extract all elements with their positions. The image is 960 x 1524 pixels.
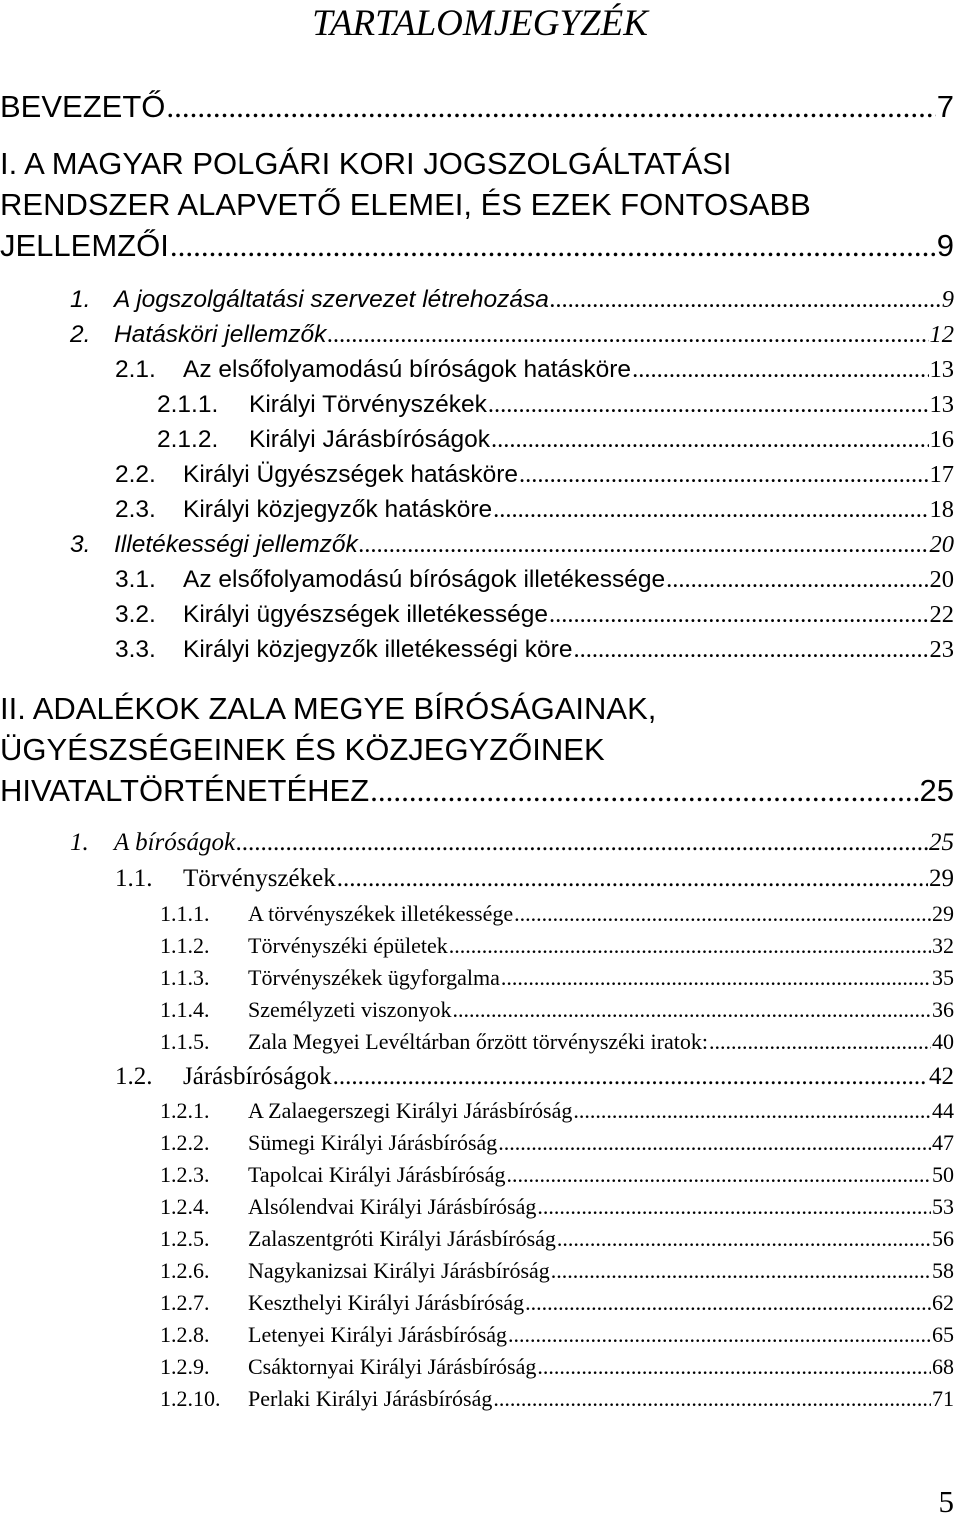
toc-entry-title-line: I. A MAGYAR POLGÁRI KORI JOGSZOLGÁLTATÁSI	[0, 146, 732, 181]
dot-leader	[573, 632, 928, 667]
toc-entry-number: 1.2.1.	[160, 1098, 210, 1123]
toc-entry-title: Járásbíróságok	[183, 1063, 332, 1090]
toc-entry-title: Keszthelyi Királyi Járásbíróság	[248, 1290, 525, 1315]
toc-entry-number: 1.	[70, 286, 91, 313]
toc-page-number: 68	[932, 1354, 954, 1379]
toc-page-number: 36	[932, 997, 954, 1022]
toc-entry[interactable]	[70, 826, 954, 860]
toc-entry-number: 1.2.3.	[160, 1162, 210, 1187]
dot-leader	[525, 1286, 931, 1319]
toc-entry[interactable]	[115, 862, 954, 896]
toc-page-number: 44	[932, 1098, 954, 1123]
toc-entry[interactable]	[115, 457, 954, 492]
toc-entry-title: BEVEZETŐ	[0, 89, 166, 124]
dot-leader	[709, 1025, 931, 1058]
toc-entry-title: Királyi Törvényszékek	[249, 391, 487, 418]
dot-leader	[550, 282, 941, 317]
toc-page-number: 17	[929, 461, 954, 488]
toc-page-number: 13	[929, 356, 954, 383]
toc-entry[interactable]	[157, 422, 954, 457]
dot-leader	[514, 897, 931, 930]
toc-entry-number: 2.1.	[115, 356, 156, 383]
toc-page-number: 25	[919, 773, 954, 808]
toc-entry[interactable]	[70, 317, 954, 352]
toc-entry-number: 1.2.6.	[160, 1258, 210, 1283]
toc-entry[interactable]	[160, 1350, 954, 1383]
toc-entry-title: Sümegi Királyi Járásbíróság	[248, 1130, 498, 1155]
toc-entry-title: A jogszolgáltatási szervezet létrehozása	[114, 286, 549, 313]
toc-entry-title: Királyi közjegyzők hatásköre	[183, 496, 493, 523]
toc-page-number: 71	[932, 1386, 954, 1411]
toc-page-number: 50	[932, 1162, 954, 1187]
toc-entry[interactable]	[115, 597, 954, 632]
toc-page-number: 56	[932, 1226, 954, 1251]
toc-entry-number: 3.3.	[115, 636, 156, 663]
page-number: 5	[938, 1484, 954, 1519]
toc-page-number: 29	[932, 901, 954, 926]
dot-leader	[236, 826, 928, 860]
toc-entry[interactable]	[160, 1094, 954, 1127]
toc-entry[interactable]	[160, 897, 954, 930]
toc-entry-number: 1.2.5.	[160, 1226, 210, 1251]
toc-entry-number: 2.1.2.	[157, 426, 219, 453]
toc-entry[interactable]	[160, 1254, 954, 1287]
dot-leader	[491, 422, 928, 457]
toc-page-number: 29	[929, 865, 954, 892]
dot-leader	[537, 1190, 931, 1223]
toc-entry-number: 1.2.7.	[160, 1290, 210, 1315]
toc-entry-number: 1.1.1.	[160, 901, 210, 926]
toc-page-number: 22	[929, 601, 954, 628]
toc-page-number: 9	[941, 286, 954, 313]
toc-entry-title: Királyi Ügyészségek hatásköre	[183, 461, 518, 488]
toc-entry-number: 1.	[70, 829, 89, 856]
toc-entry-number: 1.2.2.	[160, 1130, 210, 1155]
toc-entry-title: Alsólendvai Királyi Járásbíróság	[248, 1194, 537, 1219]
dot-leader	[359, 527, 929, 562]
toc-entry-title: Csáktornyai Királyi Járásbíróság	[248, 1354, 537, 1379]
dot-leader	[506, 1158, 931, 1191]
toc-entry-number: 1.2.9.	[160, 1354, 210, 1379]
dot-leader	[537, 1350, 931, 1383]
dot-leader	[449, 929, 931, 962]
toc-entry-number: 2.	[70, 321, 91, 348]
toc-entry-title: Letenyei Királyi Járásbíróság	[248, 1322, 508, 1347]
dot-leader	[170, 225, 936, 266]
toc-entry[interactable]	[160, 1158, 954, 1191]
toc-entry[interactable]	[115, 492, 954, 527]
toc-entry[interactable]	[160, 1222, 954, 1255]
dot-leader	[508, 1318, 931, 1351]
dot-leader	[452, 993, 931, 1026]
toc-entry-title-line: ÜGYÉSZSÉGEINEK ÉS KÖZJEGYZŐINEK	[0, 732, 605, 767]
dot-leader	[333, 1060, 928, 1094]
dot-leader	[166, 86, 935, 127]
toc-entry[interactable]	[115, 632, 954, 667]
toc-page-number: 58	[932, 1258, 954, 1283]
toc-entry[interactable]	[160, 993, 954, 1026]
dot-leader	[632, 352, 928, 387]
toc-entry-title: Az elsőfolyamodású bíróságok hatásköre	[183, 356, 632, 383]
toc-entry-number: 1.2.10.	[160, 1386, 221, 1411]
toc-entry-number: 1.1.5.	[160, 1029, 210, 1054]
toc-entry-title: Törvényszéki épületek	[248, 933, 448, 958]
toc-entry-title: Királyi közjegyzők illetékességi köre	[183, 636, 573, 663]
toc-entry[interactable]	[160, 1286, 954, 1319]
toc-entry-title: Hatásköri jellemzők	[114, 321, 327, 348]
toc-page-number: 62	[932, 1290, 954, 1315]
toc-entry-number: 1.1.3.	[160, 965, 210, 990]
toc-entry-title: Illetékességi jellemzők	[114, 531, 358, 558]
toc-entry[interactable]	[115, 352, 954, 387]
toc-entry[interactable]	[70, 282, 954, 317]
toc-entry-bevezeto[interactable]	[0, 86, 954, 127]
toc-entry[interactable]	[160, 1025, 954, 1058]
toc-entry-title: Perlaki Királyi Járásbíróság	[248, 1386, 493, 1411]
toc-page-number: 25	[929, 829, 954, 856]
toc-entry-title-line: HIVATALTÖRTÉNETÉHEZ	[0, 773, 370, 808]
toc-page-number: 16	[929, 426, 954, 453]
toc-entry-title: A törvényszékek illetékessége	[248, 901, 514, 926]
toc-entry-title: Királyi Járásbíróságok	[249, 426, 491, 453]
toc-page-number: 20	[929, 566, 954, 593]
toc-page-number: 42	[929, 1063, 954, 1090]
dot-leader	[488, 387, 929, 422]
toc-page-number: 35	[932, 965, 954, 990]
dot-leader	[519, 457, 929, 492]
toc-page-number: 7	[936, 89, 954, 124]
dot-leader	[498, 1126, 931, 1159]
toc-entry-title: A Zalaegerszegi Királyi Járásbíróság	[248, 1098, 573, 1123]
toc-page-number: 12	[929, 321, 954, 348]
page-title: TARTALOMJEGYZÉK	[312, 3, 648, 44]
toc-entry-number: 2.2.	[115, 461, 156, 488]
dot-leader	[549, 597, 929, 632]
toc-entry-number: 1.2.	[115, 1063, 153, 1090]
toc-page-number: 20	[929, 531, 954, 558]
toc-entry[interactable]	[160, 1190, 954, 1223]
dot-leader	[370, 770, 918, 811]
toc-page-number: 40	[932, 1029, 954, 1054]
toc-entry-number: 3.1.	[115, 566, 156, 593]
toc-page-number: 13	[929, 391, 954, 418]
dot-leader	[327, 317, 928, 352]
dot-leader	[557, 1222, 931, 1255]
dot-leader	[666, 562, 928, 597]
toc-entry-title: Nagykanizsai Királyi Járásbíróság	[248, 1258, 550, 1283]
toc-entry-title: Személyzeti viszonyok	[248, 997, 452, 1022]
toc-entry-number: 2.1.1.	[157, 391, 219, 418]
toc-entry-title: Tapolcai Királyi Járásbíróság	[248, 1162, 506, 1187]
toc-entry-title: Törvényszékek ügyforgalma	[248, 965, 500, 990]
toc-entry-title: Törvényszékek	[183, 865, 336, 892]
toc-entry[interactable]	[160, 1382, 954, 1415]
toc-page-number: 53	[932, 1194, 954, 1219]
dot-leader	[573, 1094, 931, 1127]
toc-page-number: 9	[936, 228, 954, 263]
dot-leader	[493, 492, 928, 527]
toc-entry[interactable]	[160, 961, 954, 994]
dot-leader	[493, 1382, 931, 1415]
toc-entry-title-line: JELLEMZŐI	[0, 228, 169, 263]
toc-entry-part-1[interactable]	[0, 143, 954, 266]
toc-entry-number: 1.2.4.	[160, 1194, 210, 1219]
toc-entry[interactable]	[160, 929, 954, 962]
toc-entry-number: 2.3.	[115, 496, 156, 523]
toc-entry-title-line: II. ADALÉKOK ZALA MEGYE BÍRÓSÁGAINAK,	[0, 691, 657, 726]
toc-entry-title: A bíróságok	[114, 829, 236, 856]
toc-entry-title: Királyi ügyészségek illetékessége	[183, 601, 548, 628]
dot-leader	[551, 1254, 931, 1287]
toc-entry[interactable]	[115, 562, 954, 597]
toc-entry-number: 3.	[70, 531, 91, 558]
toc-entry-number: 3.2.	[115, 601, 156, 628]
dot-leader	[337, 862, 928, 896]
toc-entry[interactable]	[115, 1060, 954, 1094]
toc-entry[interactable]	[160, 1126, 954, 1159]
toc-entry-part-2[interactable]	[0, 688, 954, 811]
toc-entry[interactable]	[160, 1318, 954, 1351]
toc-page-number: 23	[929, 636, 954, 663]
toc-entry[interactable]	[70, 527, 954, 562]
toc-entry-title: Zala Megyei Levéltárban őrzött törvényszéki iratok:	[248, 1029, 708, 1054]
toc-page-number: 18	[929, 496, 954, 523]
toc-entry-title: Zalaszentgróti Királyi Járásbíróság	[248, 1226, 556, 1251]
toc-entry-title: Az elsőfolyamodású bíróságok illetékessége	[183, 566, 666, 593]
toc-entry-number: 1.1.	[115, 865, 153, 892]
toc-entry-title-line: RENDSZER ALAPVETŐ ELEMEI, ÉS EZEK FONTOSABB	[0, 187, 811, 222]
toc-entry-number: 1.1.4.	[160, 997, 210, 1022]
dot-leader	[501, 961, 931, 994]
toc-entry-number: 1.2.8.	[160, 1322, 210, 1347]
toc-page-number: 65	[932, 1322, 954, 1347]
toc-page-number: 32	[932, 933, 954, 958]
toc-entry-number: 1.1.2.	[160, 933, 210, 958]
toc-page-number: 47	[932, 1130, 954, 1155]
toc-entry[interactable]	[157, 387, 954, 422]
